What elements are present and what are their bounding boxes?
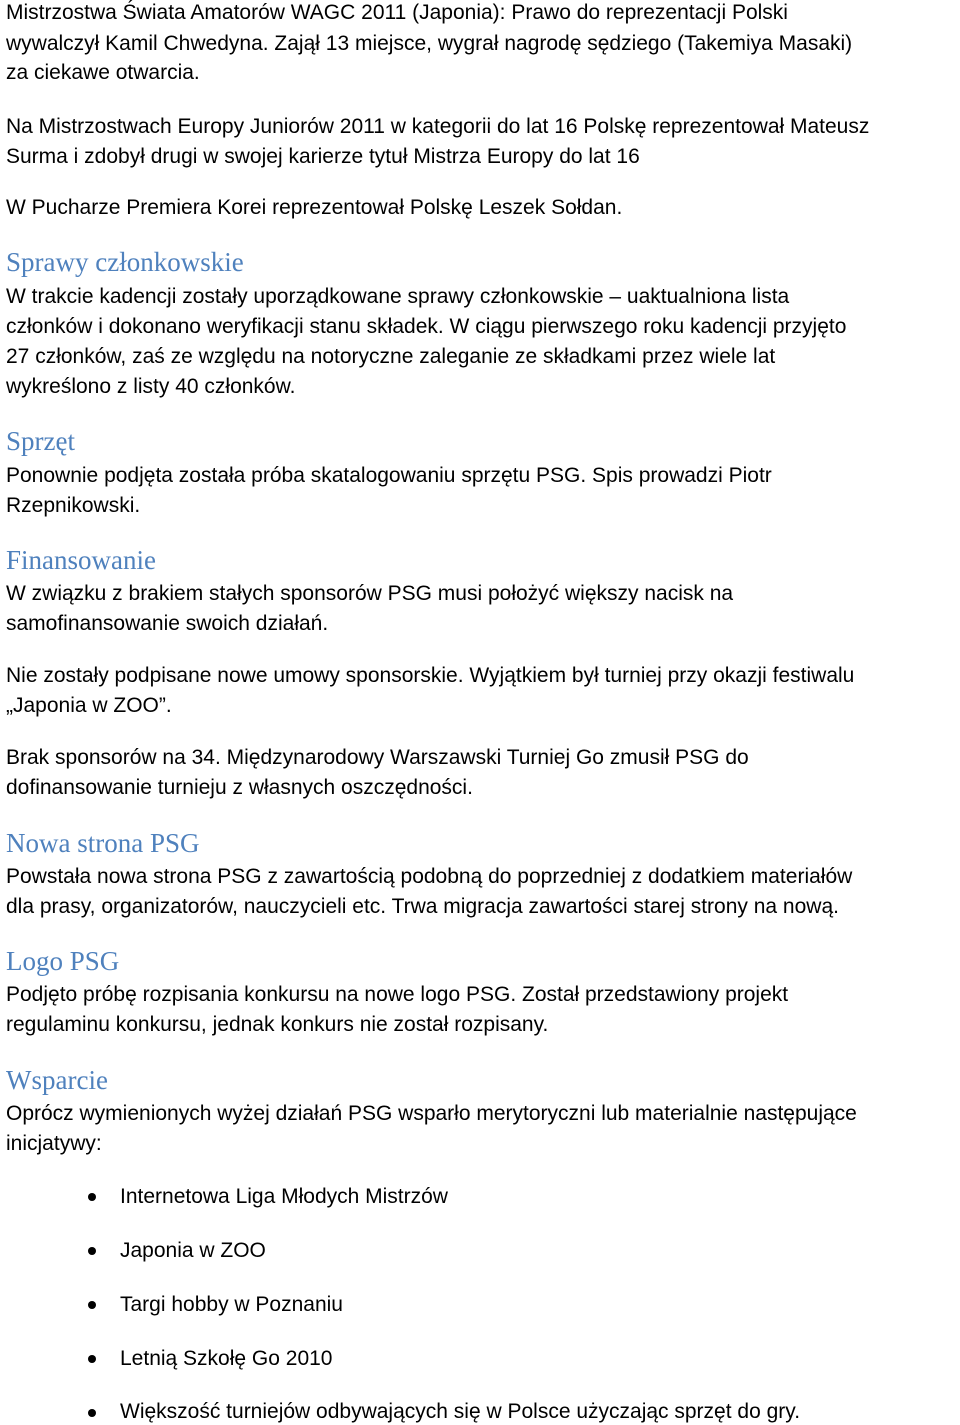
juniors-line-1: Na Mistrzostwach Europy Juniorów 2011 w kategorii do lat 16 Polskę reprezentował Mateusz — [6, 115, 870, 138]
membership-line-2: członków i dokonano weryfikacji stanu składek. W ciągu pierwszego roku kadencji przyjęto — [6, 315, 847, 338]
membership-line-4: wykreślono z listy 40 członków. — [6, 375, 296, 398]
website-line-1: Powstała nowa strona PSG z zawartością podobną do poprzedniej z dodatkiem materiałów — [6, 865, 853, 888]
list-item: Japonia w ZOO — [120, 1239, 266, 1262]
logo-line-2: regulaminu konkursu, jednak konkurs nie został rozpisany. — [6, 1013, 549, 1036]
korea-line: W Pucharze Premiera Korei reprezentował Polskę Leszek Sołdan. — [6, 196, 623, 219]
equipment-line-1: Ponownie podjęta została próba skatalogowaniu sprzętu PSG. Spis prowadzi Piotr — [6, 464, 772, 487]
membership-line-1: W trakcie kadencji zostały uporządkowane sprawy członkowskie – uaktualniona lista — [6, 285, 790, 308]
bullet-icon — [88, 1301, 96, 1309]
bullet-icon — [88, 1409, 96, 1417]
list-item: Letnią Szkołę Go 2010 — [120, 1347, 333, 1370]
support-line-2: inicjatywy: — [6, 1132, 102, 1155]
section-heading-membership: Sprawy członkowskie — [6, 247, 244, 277]
financing-p1-line-1: W związku z brakiem stałych sponsorów PSG musi położyć większy nacisk na — [6, 582, 734, 605]
section-heading-equipment: Sprzęt — [6, 426, 75, 456]
financing-p3-line-2: dofinansowanie turnieju z własnych oszczędności. — [6, 776, 473, 799]
wagc-line-3: za ciekawe otwarcia. — [6, 61, 200, 84]
section-heading-financing: Finansowanie — [6, 545, 156, 575]
logo-line-1: Podjęto próbę rozpisania konkursu na nowe logo PSG. Został przedstawiony projekt — [6, 983, 789, 1006]
financing-p3-line-1: Brak sponsorów na 34. Międzynarodowy Warszawski Turniej Go zmusił PSG do — [6, 746, 749, 769]
financing-p1-line-2: samofinansowanie swoich działań. — [6, 612, 329, 635]
section-heading-support: Wsparcie — [6, 1065, 108, 1095]
list-item: Targi hobby w Poznaniu — [120, 1293, 343, 1316]
wagc-line-2: wywalczył Kamil Chwedyna. Zajął 13 miejsce, wygrał nagrodę sędziego (Takemiya Masaki) — [6, 32, 853, 55]
bullet-icon — [88, 1355, 96, 1363]
list-item: Większość turniejów odbywających się w Polsce użyczając sprzęt do gry. — [120, 1400, 801, 1423]
bullet-icon — [88, 1193, 96, 1201]
financing-p2-line-1: Nie zostały podpisane nowe umowy sponsorskie. Wyjątkiem był turniej przy okazji festiwalu — [6, 664, 855, 687]
bullet-icon — [88, 1247, 96, 1255]
equipment-line-2: Rzepnikowski. — [6, 494, 141, 517]
support-line-1: Oprócz wymienionych wyżej działań PSG wsparło merytoryczni lub materialnie następujące — [6, 1102, 857, 1125]
wagc-line-1: Mistrzostwa Świata Amatorów WAGC 2011 (Japonia): Prawo do reprezentacji Polski — [6, 1, 788, 24]
financing-p2-line-2: „Japonia w ZOO”. — [6, 694, 172, 717]
juniors-line-2: Surma i zdobył drugi w swojej karierze tytuł Mistrza Europy do lat 16 — [6, 145, 640, 168]
website-line-2: dla prasy, organizatorów, nauczycieli etc. Trwa migracja zawartości starej strony na nową. — [6, 895, 839, 918]
section-heading-logo: Logo PSG — [6, 946, 120, 976]
section-heading-website: Nowa strona PSG — [6, 828, 200, 858]
membership-line-3: 27 członków, zaś ze względu na notoryczne zaleganie ze składkami przez wiele lat — [6, 345, 776, 368]
list-item: Internetowa Liga Młodych Mistrzów — [120, 1185, 448, 1208]
